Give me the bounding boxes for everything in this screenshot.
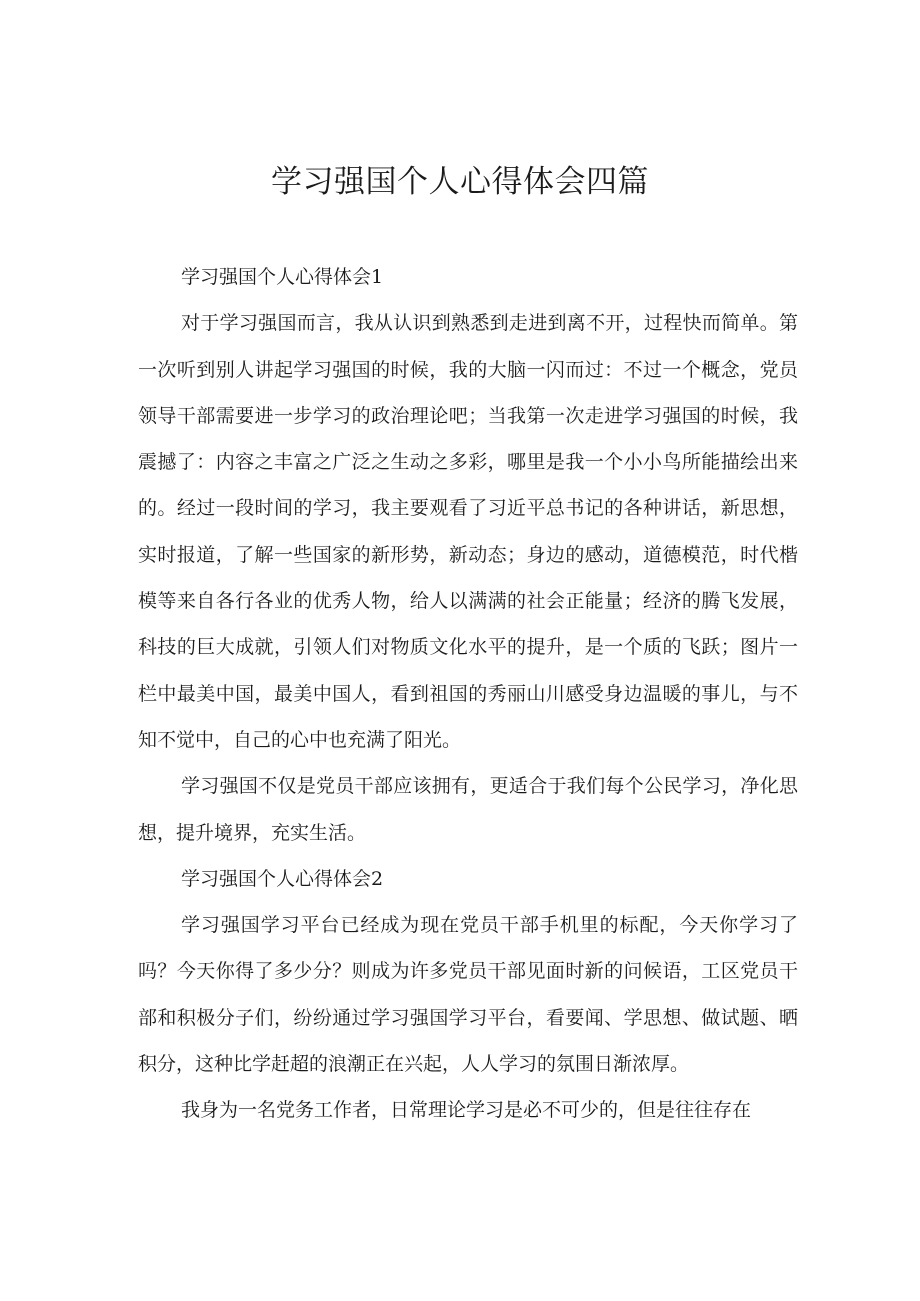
- paragraph: 对于学习强国而言，我从认识到熟悉到走进到离不开，过程快而简单。第一次听到别人讲起学习强国的时候，我的大脑一闪而过：不过一个概念，党员领导干部需要进一步学习的政治理论吧；当我第一次走进学习强国的时候，我震撼了：内容之丰富之广泛之生动之多彩，哪里是我一个小小鸟所能描绘出来的。经过一段时间的学习，我主要观看了习近平总书记的各种讲话，新思想，实时报道，了解一些国家的新形势，新动态；身边的感动，道德模范，时代楷模等来自各行各业的优秀人物，给人以满满的社会正能量；经济的腾飞发展，科技的巨大成就，引领人们对物质文化水平的提升，是一个质的飞跃；图片一栏中最美中国，最美中国人，看到祖国的秀丽山川感受身边温暖的事儿，与不知不觉中，自己的心中也充满了阳光。: [138, 312, 798, 751]
- paragraph: 学习强国学习平台已经成为现在党员干部手机里的标配，今天你学习了吗？今天你得了多少分？则成为许多党员干部见面时新的问候语，工区党员干部和积极分子们，纷纷通过学习强国学习平台，看要闻、学思想、做试题、晒积分，这种比学赶超的浪潮正在兴起，人人学习的氛围日渐浓厚。: [138, 914, 798, 1076]
- paragraph: 学习强国不仅是党员干部应该拥有，更适合于我们每个公民学习，净化思想，提升境界，充实生活。: [138, 775, 798, 844]
- section-heading: 学习强国个人心得体会1: [181, 266, 384, 288]
- document-body: [138, 254, 798, 1134]
- document-title: 学习强国个人心得体会四篇: [271, 164, 649, 200]
- paragraph: 我身为一名党务工作者，日常理论学习是必不可少的，但是往往存在: [181, 1099, 752, 1122]
- section-heading: 学习强国个人心得体会2: [181, 867, 384, 890]
